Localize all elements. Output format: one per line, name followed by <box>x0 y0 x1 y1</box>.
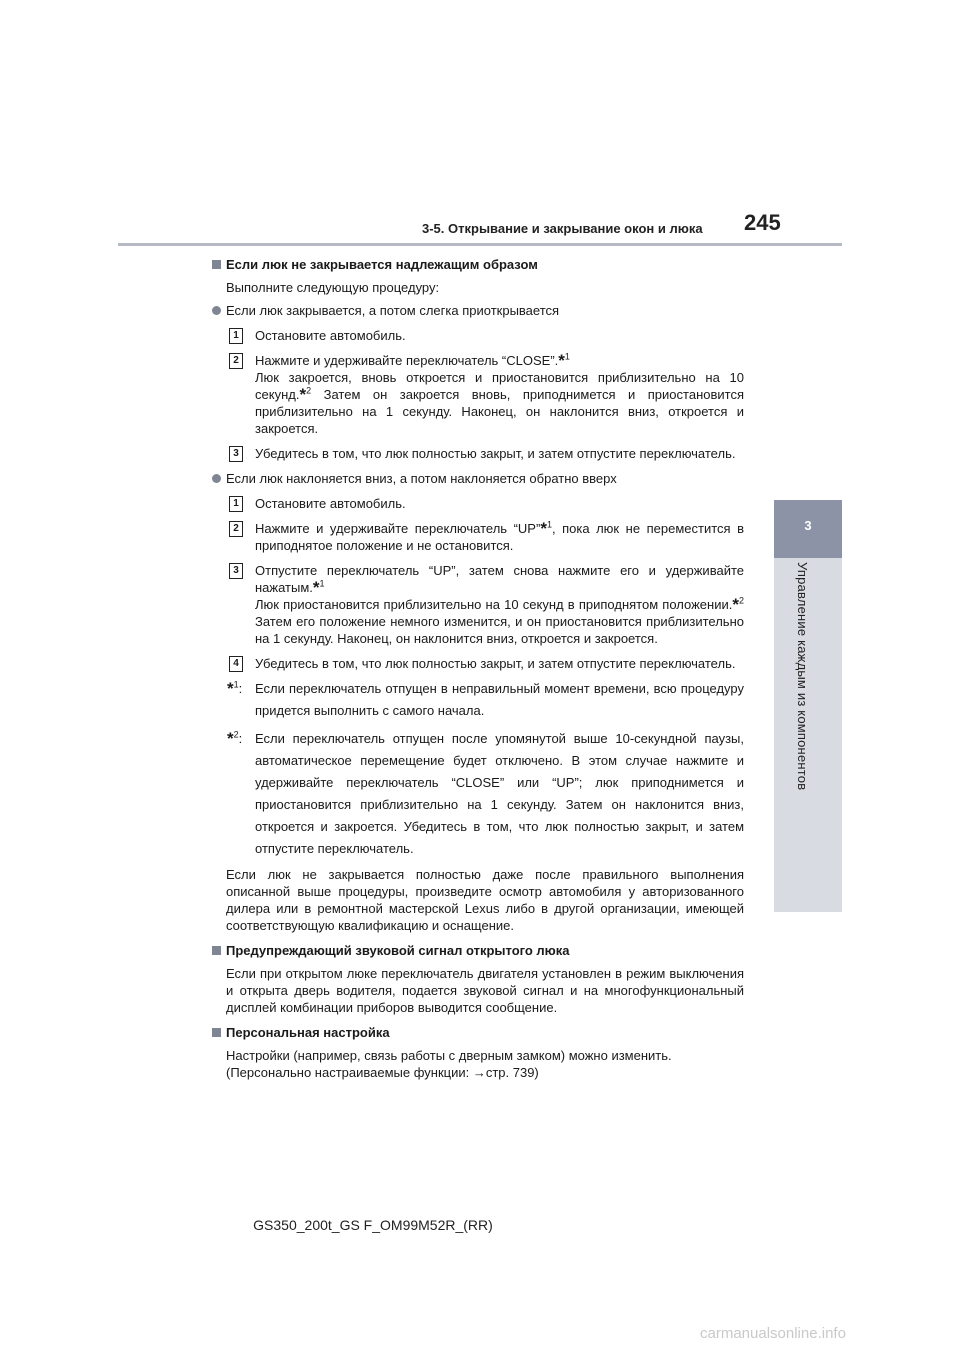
watermark: carmanualsonline.info <box>700 1325 846 1342</box>
section-title: 3-5. Открывание и закрывание окон и люка <box>422 221 703 236</box>
round-bullet-icon <box>212 306 221 315</box>
step-number-icon: 2 <box>229 521 243 537</box>
intro-text: Выполните следующую процедуру: <box>226 280 440 295</box>
step-1-3: 3 Убедитесь в том, что люк полностью закрыт, и затем отпустите переключатель. <box>212 445 744 462</box>
step-1-1: 1 Остановите автомобиль. <box>212 327 744 344</box>
step-1-2: 2 Нажмите и удерживайте переключатель “CLOSE”.*$^1$ Люк закроется, вновь откроется и приостановится приблизительно на 10 секунд.*$^2$ Затем он закроется вновь, приподнимется и приостановится приблизительно на 1 секунду. Наконец, он наклонится вниз, откроется и закроется. <box>212 352 744 437</box>
heading-customization: Персональная настройка <box>212 1024 744 1041</box>
step-number-icon: 1 <box>229 328 243 344</box>
bullet-case-1: Если люк закрывается, а потом слегка приоткрывается <box>212 302 744 319</box>
page-number: 245 <box>744 210 781 235</box>
heading-sunroof-not-closing: Если люк не закрывается надлежащим образом <box>212 256 744 273</box>
round-bullet-icon <box>212 474 221 483</box>
chapter-number: 3 <box>804 518 812 533</box>
step-2-3: 3 Отпустите переключатель “UP”, затем снова нажмите его и удерживайте нажатым.*$^1$ Люк приостановится приблизительно на 10 секунд в приподнятом положении.*$^2$ Затем его положение немного изменится, и он приостановится приблизительно на 1 секунду. Наконец, он наклонится вниз, откроется и закроется. <box>212 562 744 647</box>
header-divider <box>118 243 842 246</box>
footnote-2: *$^2$: Если переключатель отпущен после упомянутой выше 10-секундной паузы, автоматическое перемещение будет отключено. В этом случае нажмите и удерживайте переключатель “CLOSE” или “UP”; люк приподнимется и приостановится приблизительно на 1 секунду. Затем он наклонится вниз, откроется и закроется. Убедитесь в том, что люк полностью закрыт, и затем отпустите переключатель. <box>227 729 744 856</box>
square-bullet-icon <box>212 1028 221 1037</box>
step-number-icon: 3 <box>229 563 243 579</box>
step-number-icon: 1 <box>229 496 243 512</box>
chapter-label: Управление каждым из компонентов <box>795 562 810 791</box>
footnote-1: *$^1$: Если переключатель отпущен в неправильный момент времени, всю процедуру придется выполнить с самого начала. <box>227 679 744 718</box>
main-content <box>212 256 744 1081</box>
step-2-4: 4 Убедитесь в том, что люк полностью закрыт, и затем отпустите переключатель. <box>212 655 744 672</box>
after-procedure-text: Если люк не закрывается полностью даже после правильного выполнения описанной выше процедуры, произведите осмотр автомобиля у авторизованного дилера или в ремонтной мастерской Lexus либо в другой организации, имеющей соответствующую квалификацию и оснащение. <box>226 867 744 933</box>
footer-code: GS350_200t_GS F_OM99M52R_(RR) <box>253 1217 493 1233</box>
square-bullet-icon <box>212 946 221 955</box>
warning-buzzer-text: Если при открытом люке переключатель двигателя установлен в режим выключения и открыта дверь водителя, подается звуковой сигнал и на многофункциональный дисплей комбинации приборов выводится сообщение. <box>226 966 744 1015</box>
step-number-icon: 4 <box>229 656 243 672</box>
step-number-icon: 2 <box>229 353 243 369</box>
bullet-case-2: Если люк наклоняется вниз, а потом наклоняется обратно вверх <box>212 470 744 487</box>
step-number-icon: 3 <box>229 446 243 462</box>
heading-open-sunroof-warning: Предупреждающий звуковой сигнал открытого люка <box>212 942 744 959</box>
step-2-1: 1 Остановите автомобиль. <box>212 495 744 512</box>
step-2-2: 2 Нажмите и удерживайте переключатель “UP”*$^1$, пока люк не переместится в приподнятое положение и не остановится. <box>212 520 744 554</box>
customization-text: Настройки (например, связь работы с дверным замком) можно изменить. (Персонально настраиваемые функции: →стр. 739) <box>226 1048 672 1080</box>
square-bullet-icon <box>212 260 221 269</box>
